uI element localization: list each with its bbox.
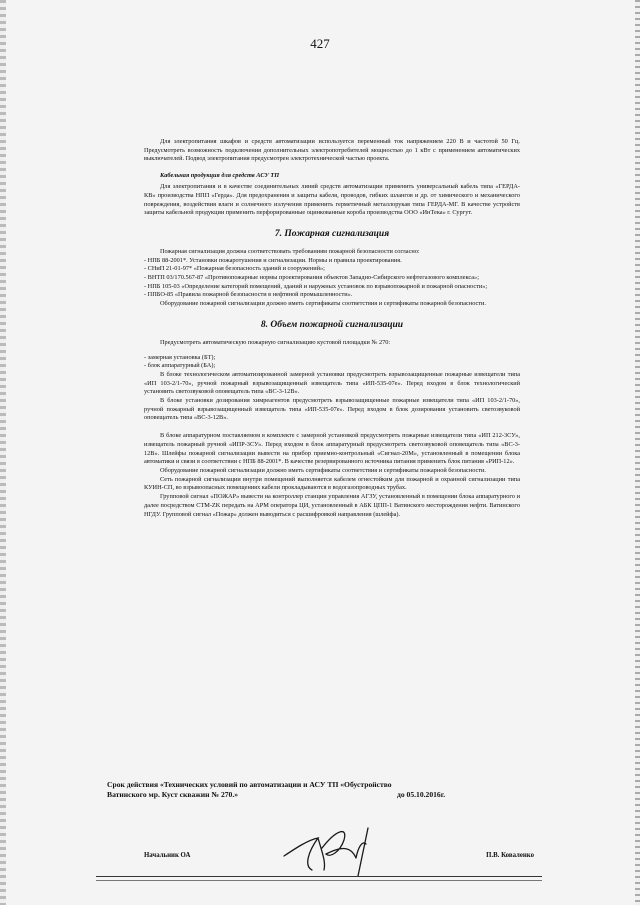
object-list-item: - блок аппаратурный (БА); [144,362,216,370]
section-7-intro: Пожарная сигнализация должна соответствовать требованиям пожарной безопасности согласно: [160,247,420,255]
page-number: 427 [310,36,330,51]
section-8-title: 8. Объем пожарной сигнализации [260,319,404,330]
validity-term-line-1: Срок действия «Технических условий по автоматизации и АСУ ТП «Обустройство [107,780,392,789]
handwritten-signature [278,818,388,878]
validity-term [107,780,527,800]
bottom-rule [96,876,542,877]
validity-date: до 05.10.2016г. [397,790,446,799]
scan-edge-left [0,0,6,905]
cable-products-paragraph: Для электропитания и в качестве соединительных линий средств автоматизации применить универсальный кабель типа «ГЕРДА-КВ» производства НПП «Герда». Для предохранения и защиты кабеля, проводов, гибких шлангов и др. от химического и механического повреждения, воздействия влаги и солнечного излучения применить герметичный металлорукав типа ГЕРДА-МГ. В качестве устройств защиты кабельной продукции применить перфорированные оцинкованные короба производства ООО «ИнТека» г. Сургут. [144,183,520,217]
section-8-intro: Предусмотреть автоматическую пожарную сигнализацию кустовой площадки № 270: [160,338,391,346]
section-8-paragraph-6: Групповой сигнал «ПОЖАР» вывести на контроллер станции управления АГЗУ, установленный в помещении блока аппаратурного и далее посредством СТМ-ZK передать на АРМ оператора ЦИ, установленный в АБК ЦПП-1 Ватинского месторождения нефти. Ватинского НГДУ. Групповой сигнал «Пожар» должен выводиться с расшифровкой направления (шлейфа). [144,493,520,518]
document-body [144,138,520,519]
section-7-title: 7. Пожарная сигнализация [274,228,390,239]
scan-edge-right [635,0,640,905]
norm-list-item: - НПБ 88-2001*. Установки пожаротушения и сигнализации. Нормы и правила проектирования. [144,256,402,264]
power-supply-paragraph: Для электропитания шкафов и средств автоматизации используется переменный ток напряжением 220 В и частотой 50 Гц. Предусмотреть возможность подключения дополнительных электропотребителей мощностью до 1 кВт с применением автоматических выключателей. Подвод электропитания предусмотрен электротехнической частью проекта. [144,138,520,163]
norm-list-item: - ВНТП 03/170.567-87 «Противопожарные нормы проектирования объектов Западно-Сибирского нефтегазового комплекса»; [144,274,479,282]
norm-list-item: - НПБ 105-03 «Определение категорий помещений, зданий и наружных установок по взрывопожарной и пожарной опасности»; [144,282,488,290]
signatory-position: Начальник ОА [144,852,191,859]
section-8-paragraph-1: В блоке технологическом автоматизированной замерной установки предусмотреть взрывозащищенные пожарные извещатели типа «ИП 103-2/1-70», ручной пожарный взрывозащищенный извещатель типа «ИП-535-07е». Перед входом в блок технологический установить светозвуковой оповещатель типа «ВС-3-12В». [144,370,520,396]
object-list-item: - замерная установка (БТ); [144,353,216,361]
signatory-name: П.В. Коваленко [486,852,534,859]
section-8-paragraph-5: Сеть пожарной сигнализации внутри помещений выполняется кабелем огнестойким для пожарной и охранной сигнализации типа КУИН-СП, во взрывоопасных помещениях кабели прокладываются в водогазопроводных трубах. [144,475,520,492]
bottom-rule [96,880,542,881]
norm-list-item: - СНиП 21-01-97* «Пожарная безопасность зданий и сооружений»; [144,265,325,273]
cable-products-heading: Кабельная продукция для средств АСУ ТП [160,172,280,180]
section-8-paragraph-4: Оборудование пожарной сигнализации должно иметь сертификаты соответствия и сертификаты пожарной безопасности. [160,466,486,474]
validity-term-line-2: Ватинского мр. Куст скважин № 270.» [107,790,239,799]
section-8-paragraph-2: В блоке установки дозирования химреагентов предусмотреть взрывозащищенные пожарные извещатели типа «ИП 103-2/1-70», ручной пожарный взрывозащищенный извещатель типа «ИП-535-07е». Перед входом в блок дозирования установить светозвуковой оповещатель типа «ВС-3-12В». [144,397,520,422]
section-8-paragraph-3: В блоке аппаратурном поставляемом в комплекте с замерной установкой предусмотреть пожарные извещатели типа «ИП 212-3СУ», извещатель пожарный ручной «ИПР-3СУ». Перед входом в блок аппаратурный предусмотреть светозвуковой оповещатель типа «ВС-3-12В». Шлейфы пожарной сигнализации вывести на прибор приемно-контрольный «Сигнал-20М», установленный в помещении блока автоматики и связи в соответствии с НПБ 88-2001*. В качестве резервированного источника питания применить блок питания «РИП-12». [144,432,520,466]
section-7-outro: Оборудование пожарной сигнализации должно иметь сертификаты соответствия и сертификаты пожарной безопасности. [160,300,486,308]
norm-list-item: - ППБО-85 «Правила пожарной безопасности в нефтяной промышленности». [144,291,353,299]
